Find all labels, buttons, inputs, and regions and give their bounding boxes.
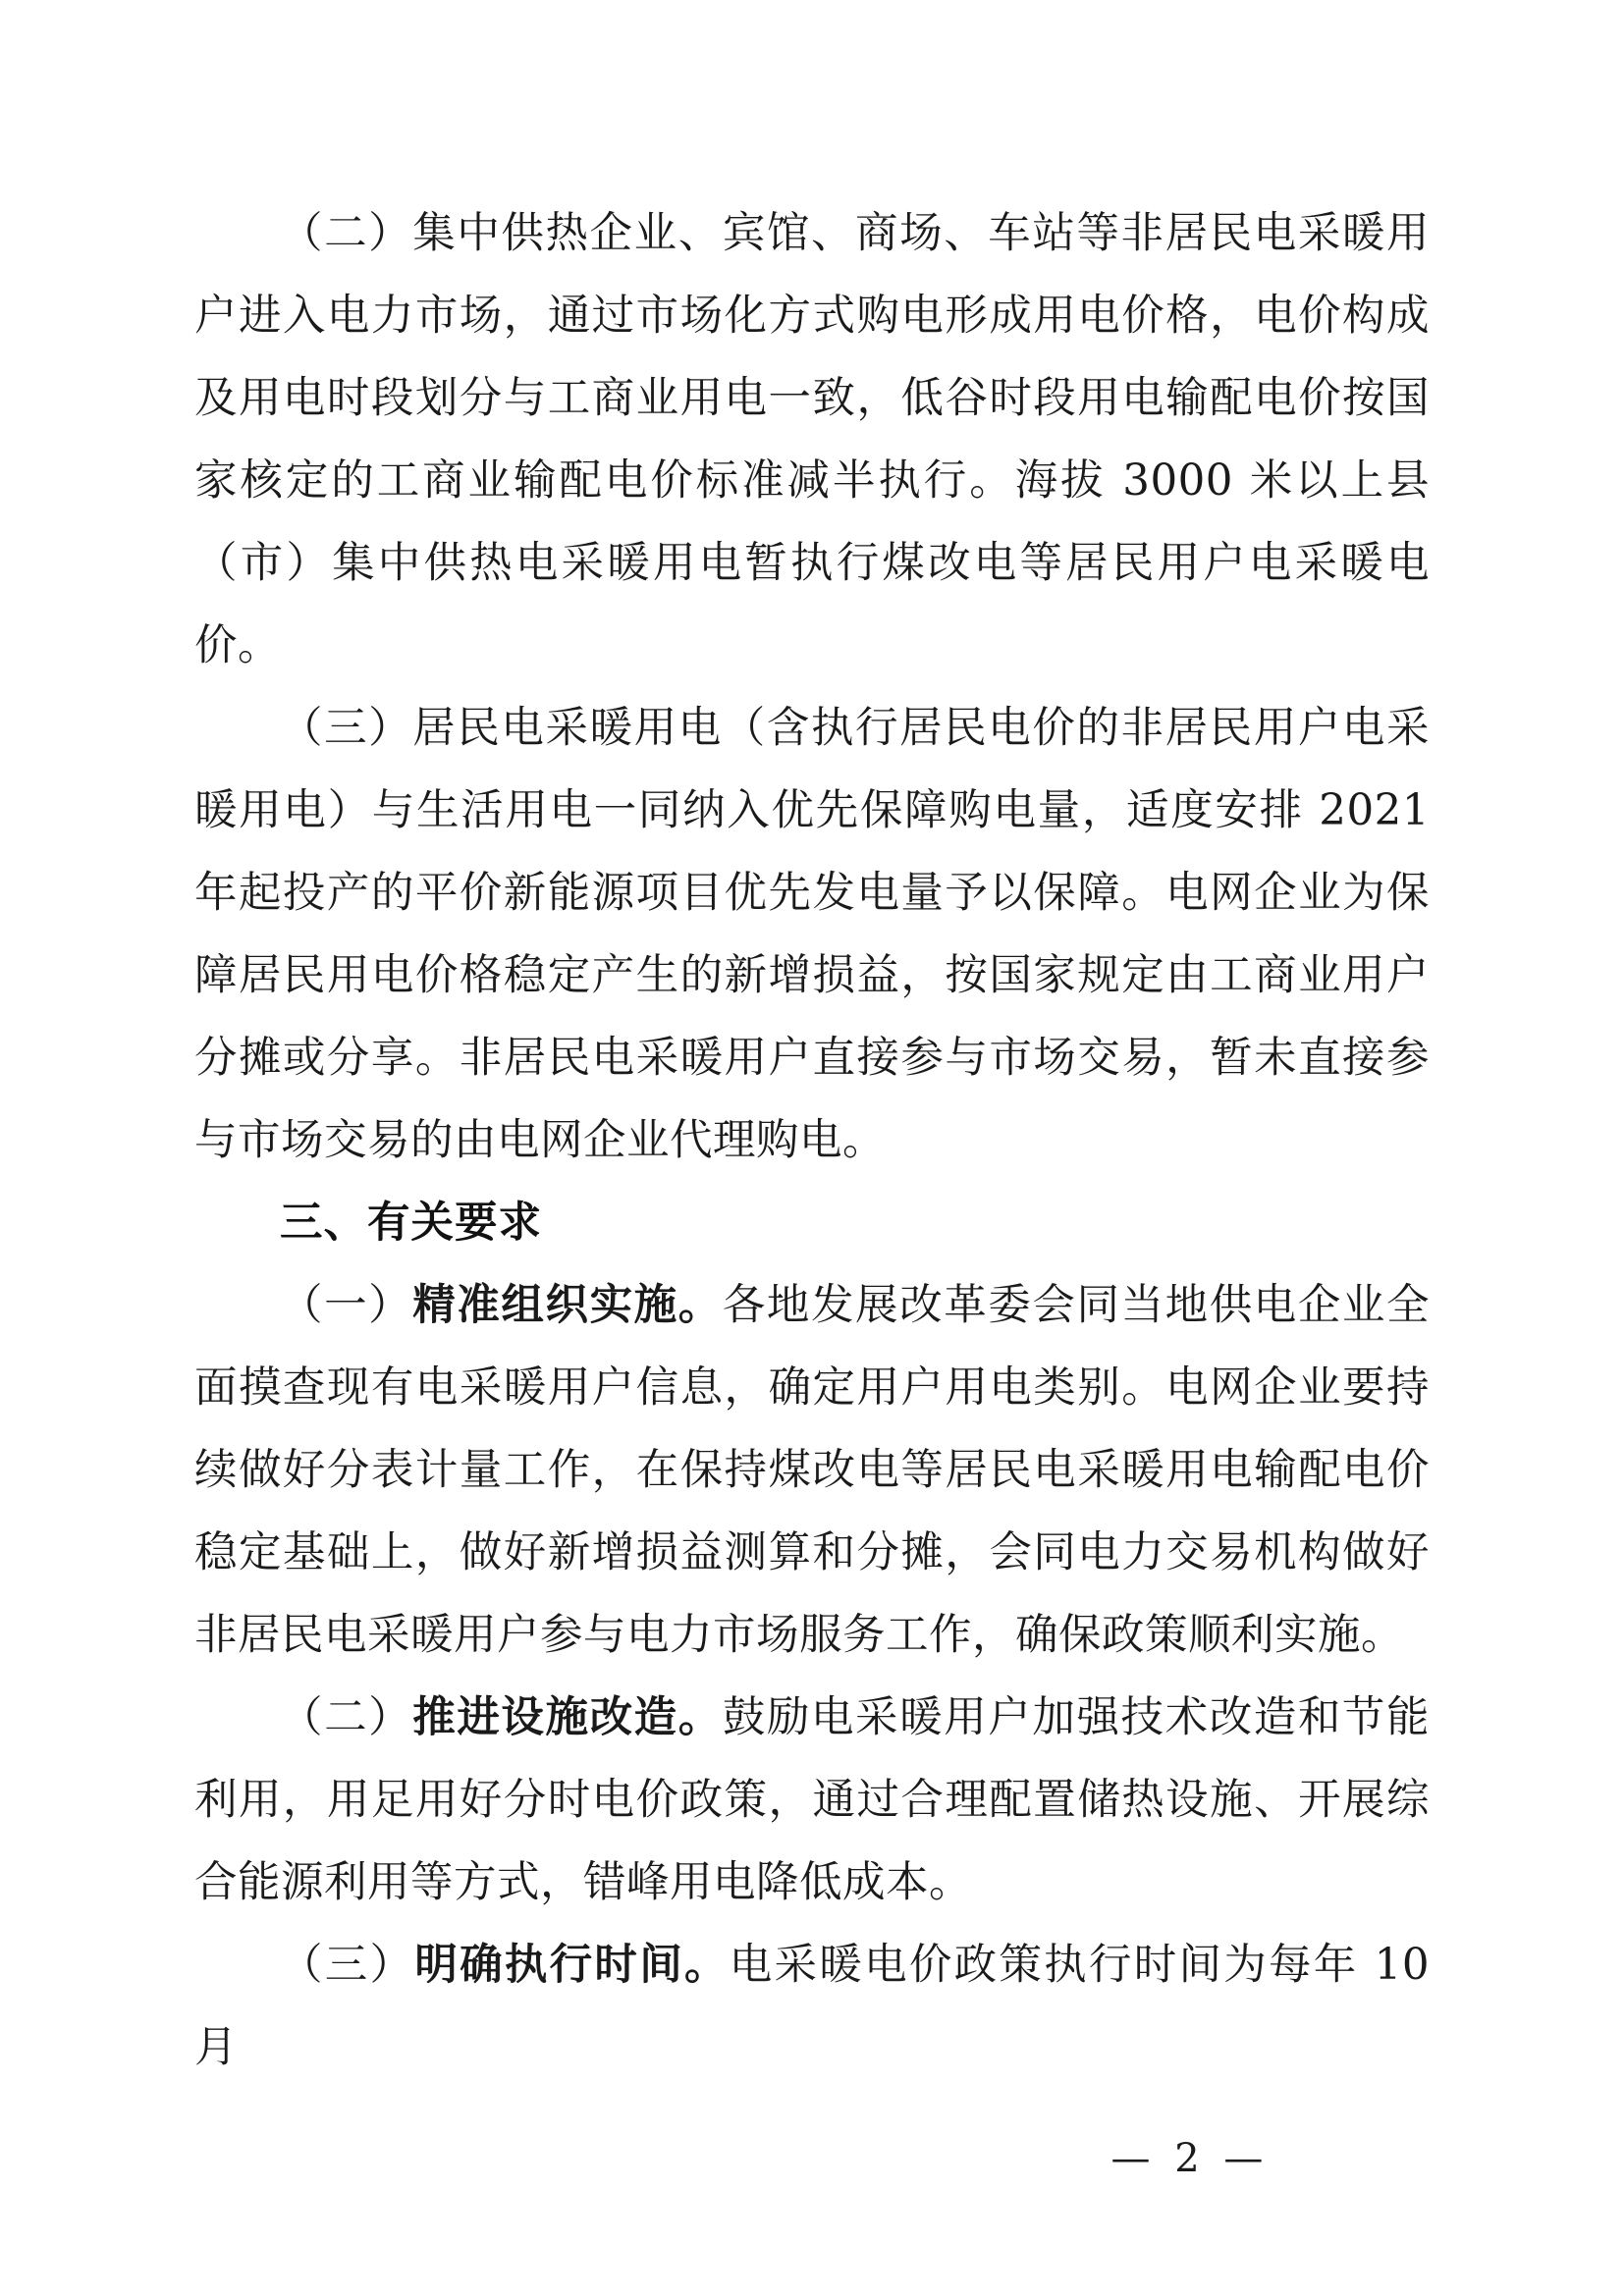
- paragraph-requirement-2: [194, 1677, 1430, 1924]
- requirement-1-text: 各地发展改革委会同当地供电企业全面摸查现有电采暖用户信息，确定用户用电类别。电网企业要持续做好分表计量工作，在保持煤改电等居民电采暖用电输配电价稳定基础上，做好新增损益测算和分摊，会同电力交易机构做好非居民电采暖用户参与电力市场服务工作，确保政策顺利实施。: [194, 1281, 1431, 1660]
- requirement-2-marker: （二）: [280, 1693, 413, 1742]
- requirement-3-marker: （三）: [280, 1941, 415, 1990]
- page-footer: [0, 2136, 1624, 2181]
- requirement-2-text: 鼓励电采暖用户加强技术改造和节能利用，用足用好分时电价政策，通过合理配置储热设施、开展综合能源利用等方式，错峰用电降低成本。: [194, 1693, 1431, 1907]
- requirement-1-marker: （一）: [280, 1281, 413, 1330]
- requirement-3-lead: 明确执行时间。: [414, 1940, 730, 1990]
- requirement-3-text: 电采暖电价政策执行时间为每年 10 月: [194, 1941, 1431, 2072]
- page-number: — 2 —: [1110, 2136, 1270, 2181]
- page-content: [194, 192, 1430, 2089]
- section-heading-requirements: 三、有关要求: [280, 1199, 542, 1248]
- paragraph-section2-item3: （三）居民电采暖用电（含执行居民电价的非居民用户电采暖用电）与生活用电一同纳入优先保障购电量，适度安排 2021 年起投产的平价新能源项目优先发电量予以保障。电网企业为保障居民用电价格稳定产生的新增损益，按国家规定由工商业用户分摊或分享。非居民电采暖用户直接参与市场交易，暂未直接参与市场交易的由电网企业代理购电。: [194, 704, 1430, 1165]
- paragraph-requirement-3: [194, 1924, 1430, 2089]
- requirement-1-lead: 精准组织实施。: [412, 1280, 723, 1330]
- paragraph-section2-item2: （二）集中供热企业、宾馆、商场、车站等非居民电采暖用户进入电力市场，通过市场化方式购电形成用电价格，电价构成及用电时段划分与工商业用电一致，低谷时段用电输配电价按国家核定的工商业输配电价标准减半执行。海拔 3000 米以上县（市）集中供热电采暖用电暂执行煤改电等居民用户电采暖电价。: [194, 209, 1430, 670]
- paragraph-requirement-1: [194, 1264, 1430, 1677]
- requirement-2-lead: 推进设施改造。: [412, 1692, 723, 1742]
